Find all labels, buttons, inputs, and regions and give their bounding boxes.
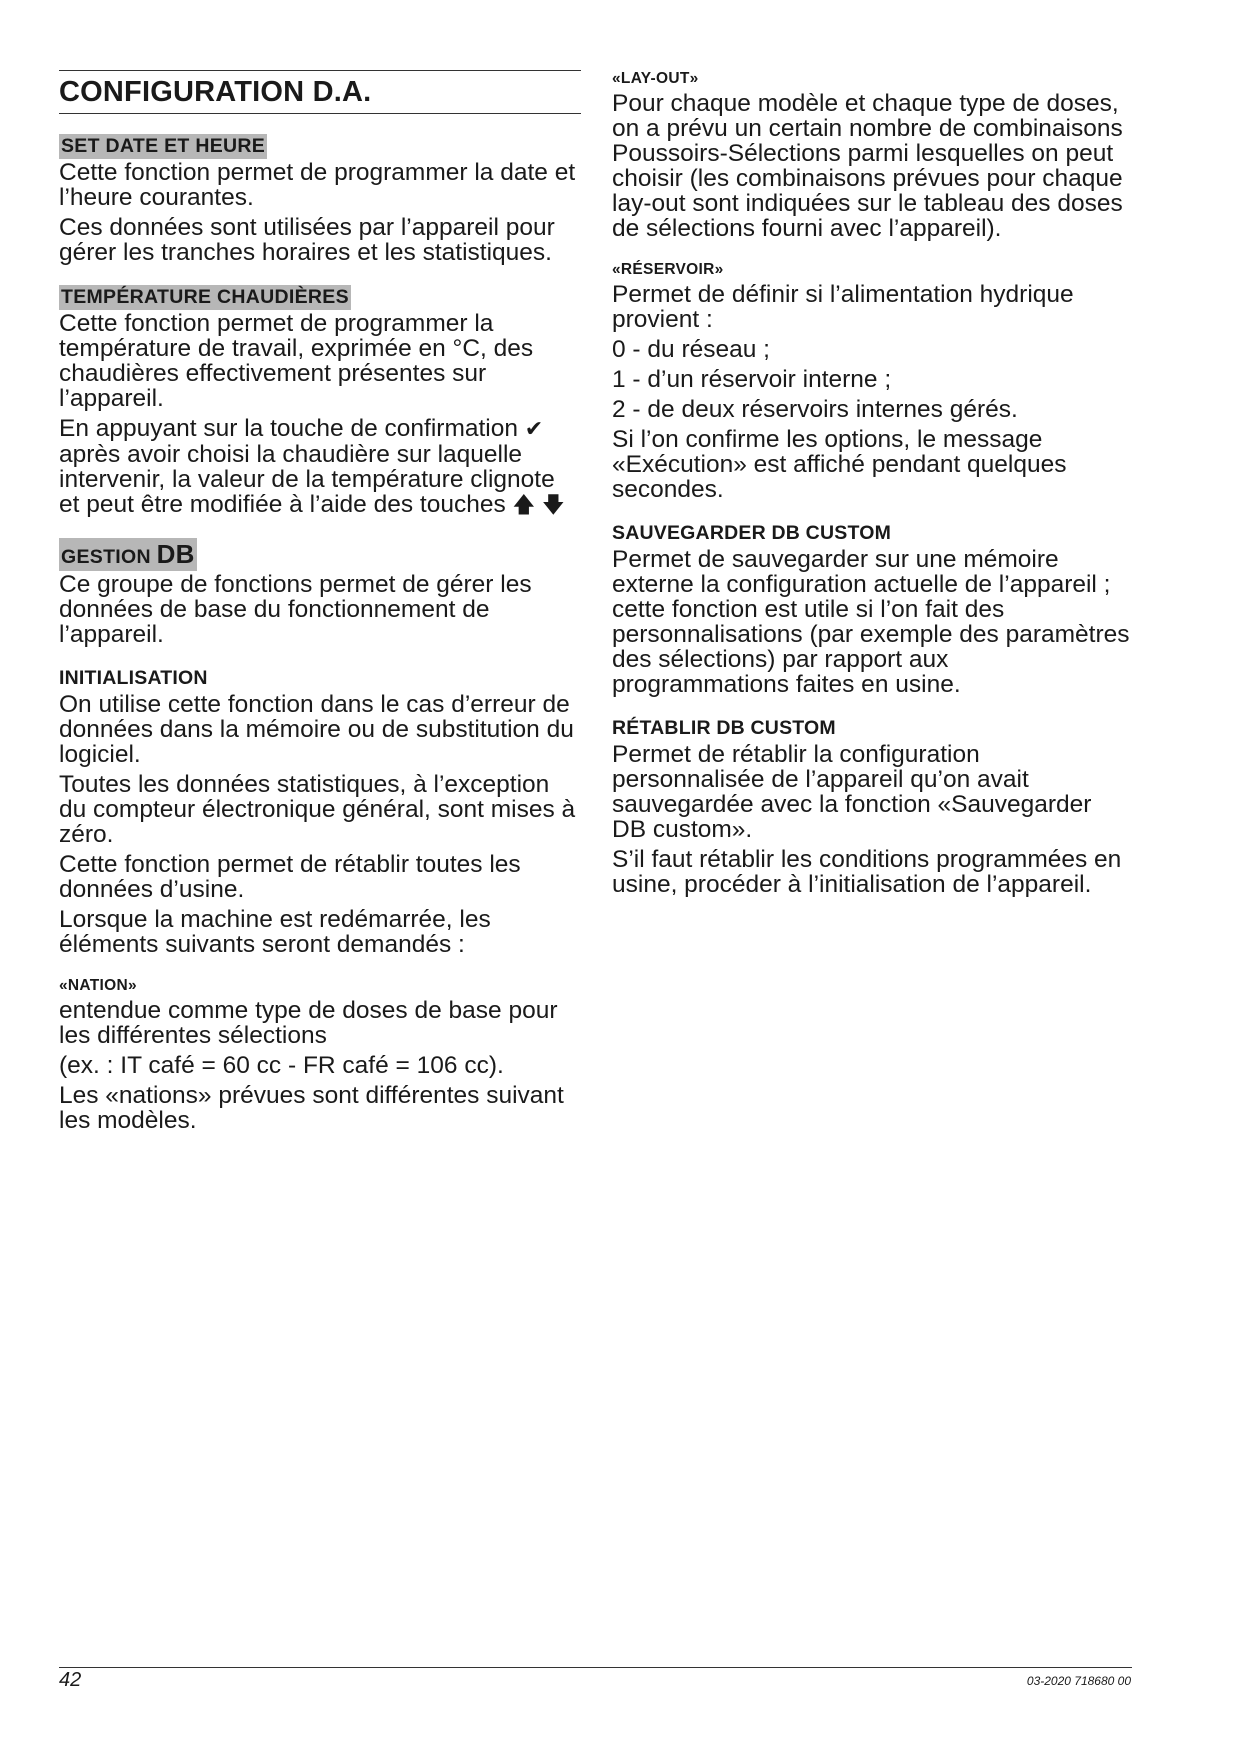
paragraph: Cette fonction permet de programmer la température de travail, exprimée en °C, des chaudières effectivement présentes sur l’appareil. — [59, 310, 534, 412]
paragraph: Toutes les données statistiques, à l’exception du compteur électronique général, sont mises à zéro. — [59, 771, 576, 848]
arrow-down-icon: 🡇 — [541, 493, 565, 518]
section-gestion-db — [59, 538, 581, 647]
subheading-retablir: RÉTABLIR DB CUSTOM — [612, 717, 836, 739]
option-item: 0 - du réseau ; — [612, 336, 770, 363]
paragraph-with-keys — [59, 416, 581, 518]
document-code: 03-2020 718680 00 — [1026, 1674, 1131, 1688]
paragraph: Permet de rétablir la configuration personnalisée de l’appareil qu’on avait sauvegardée avec la fonction «Sauvegarder DB custom». — [612, 741, 1092, 843]
paragraph: Ce groupe de fonctions permet de gérer les données de base du fonctionnement de l’appareil. — [59, 571, 532, 648]
section-reservoir — [612, 261, 1132, 502]
section-initialisation — [59, 667, 581, 957]
subheading-initialisation: INITIALISATION — [59, 667, 208, 689]
heading-text: GESTION — [61, 546, 157, 568]
page-title: CONFIGURATION D.A. — [59, 70, 581, 114]
paragraph: Cette fonction permet de programmer la date et l’heure courantes. — [59, 159, 576, 211]
section-layout — [612, 70, 1132, 241]
paragraph: entendue comme type de doses de base pour les différentes sélections — [59, 997, 558, 1049]
heading-text-large: DB — [156, 539, 195, 569]
paragraph: Permet de sauvegarder sur une mémoire externe la configuration actuelle de l’appareil ; cette fonction est utile si l’on fait des personnalisations (par exemple des paramètres des sélections) par rapport aux programmations faites en usine. — [612, 546, 1130, 698]
section-heading-set-date: SET DATE ET HEURE — [61, 135, 266, 157]
paragraph: (ex. : IT café = 60 cc - FR café = 106 cc). — [59, 1052, 504, 1079]
section-temperature — [59, 285, 581, 518]
text: En appuyant sur la touche de confirmation — [59, 415, 518, 442]
subheading-layout: «LAY-OUT» — [612, 70, 699, 87]
footer-divider — [59, 1667, 1132, 1668]
section-set-date — [59, 134, 581, 265]
check-icon: ✔ — [524, 417, 544, 442]
paragraph: S’il faut rétablir les conditions programmées en usine, procéder à l’initialisation de l’appareil. — [612, 846, 1122, 898]
section-nation — [59, 977, 581, 1133]
paragraph: Lorsque la machine est redémarrée, les éléments suivants seront demandés : — [59, 906, 491, 958]
paragraph: On utilise cette fonction dans le cas d’erreur de données dans la mémoire ou de substitution du logiciel. — [59, 691, 574, 768]
page-number: 42 — [59, 1669, 82, 1691]
text: après avoir choisi la chaudière sur laquelle intervenir, la valeur de la température clignote et peut être modifiée à l’aide des touches — [59, 441, 555, 518]
option-item: 2 - de deux réservoirs internes gérés. — [612, 396, 1018, 423]
option-item: 1 - d’un réservoir interne ; — [612, 366, 892, 393]
paragraph: Si l’on confirme les options, le message «Exécution» est affiché pendant quelques secondes. — [612, 426, 1067, 503]
paragraph: Pour chaque modèle et chaque type de doses, on a prévu un certain nombre de combinaisons Poussoirs-Sélections parmi lesquelles on peut choisir (les combinaisons prévues pour chaque lay-out sont indiquées sur le tableau des doses de sélections fourni avec l’appareil). — [612, 90, 1123, 242]
section-heading-temperature: TEMPÉRATURE CHAUDIÈRES — [61, 286, 349, 308]
right-column — [612, 70, 1132, 917]
section-heading-gestion-db — [59, 538, 197, 571]
arrow-up-icon: 🡅 — [512, 493, 536, 518]
paragraph: Cette fonction permet de rétablir toutes les données d’usine. — [59, 851, 521, 903]
section-retablir — [612, 717, 1132, 897]
subheading-sauvegarder: SAUVEGARDER DB CUSTOM — [612, 522, 892, 544]
paragraph: Les «nations» prévues sont différentes suivant les modèles. — [59, 1082, 564, 1134]
subheading-reservoir: «RÉSERVOIR» — [612, 261, 724, 278]
paragraph: Permet de définir si l’alimentation hydrique provient : — [612, 281, 1074, 333]
paragraph: Ces données sont utilisées par l’appareil pour gérer les tranches horaires et les statistiques. — [59, 214, 555, 266]
subheading-nation: «NATION» — [59, 977, 137, 994]
section-sauvegarder — [612, 522, 1132, 697]
left-column — [59, 70, 581, 1153]
